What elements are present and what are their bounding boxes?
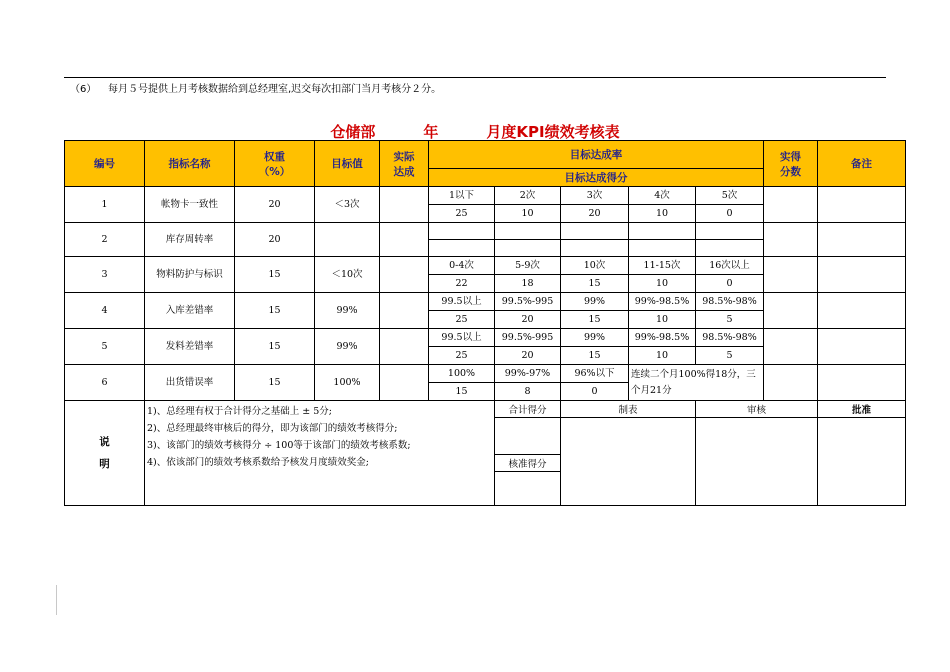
level-cell: 11-15次: [629, 257, 696, 275]
score-cell: 18: [495, 275, 561, 293]
total-score-value[interactable]: [495, 418, 561, 455]
score-cell: 8: [495, 383, 561, 401]
page-title: [0, 121, 950, 142]
level-cell: 16次以上: [696, 257, 764, 275]
score-cell: 15: [561, 347, 629, 365]
row-remark[interactable]: [818, 329, 906, 365]
row-target: 99%: [315, 293, 380, 329]
level-cell: 98.5%-98%: [696, 293, 764, 311]
score-cell: 10: [495, 205, 561, 223]
row-real-score[interactable]: [764, 365, 818, 401]
level-cell: 5次: [696, 187, 764, 205]
score-cell: 0: [696, 205, 764, 223]
row-real-score[interactable]: [764, 329, 818, 365]
score-cell: 0: [561, 383, 629, 401]
header-score: 目标达成得分: [429, 169, 764, 187]
score-cell: 22: [429, 275, 495, 293]
header-real-score: 实得分数: [764, 141, 818, 187]
row-remark[interactable]: [818, 257, 906, 293]
header-rate: 目标达成率: [429, 141, 764, 169]
level-cell: 4次: [629, 187, 696, 205]
row-target[interactable]: [315, 223, 380, 257]
score-cell: 20: [495, 347, 561, 365]
level-cell: 99%-97%: [495, 365, 561, 383]
made-label: 制表: [561, 401, 696, 418]
level-cell: 96%以下: [561, 365, 629, 383]
row-real-score[interactable]: [764, 293, 818, 329]
score-cell: 20: [495, 311, 561, 329]
score-cell: 25: [429, 311, 495, 329]
note-text: 每月５号提供上月考核数据给到总经理室,迟交每次扣部门当月考核分２分。: [108, 84, 442, 95]
row-actual[interactable]: [380, 293, 429, 329]
row-weight: 20: [235, 187, 315, 223]
final-score-label: 核准得分: [495, 455, 561, 472]
row-no: 3: [65, 257, 145, 293]
row-target: 99%: [315, 329, 380, 365]
review-value[interactable]: [696, 418, 818, 506]
row-name: 物料防护与标识: [145, 257, 235, 293]
header-remark: 备注: [818, 141, 906, 187]
row-no: 4: [65, 293, 145, 329]
score-cell: 10: [629, 311, 696, 329]
score-cell: 5: [696, 311, 764, 329]
score-cell[interactable]: [561, 240, 629, 257]
row-actual[interactable]: [380, 257, 429, 293]
explain-label: [65, 401, 145, 506]
row-actual[interactable]: [380, 365, 429, 401]
row-real-score[interactable]: [764, 223, 818, 257]
row-name: 入库差错率: [145, 293, 235, 329]
row-remark[interactable]: [818, 293, 906, 329]
top-rule: [64, 77, 886, 78]
row-no: 6: [65, 365, 145, 401]
score-cell: 0: [696, 275, 764, 293]
row-weight: 15: [235, 329, 315, 365]
explain-label-2: 明: [99, 458, 110, 470]
row-name: 出货错误率: [145, 365, 235, 401]
row-weight: 15: [235, 365, 315, 401]
header-name: 指标名称: [145, 141, 235, 187]
row-target: ＜10次: [315, 257, 380, 293]
merged-note: 连续二个月100%得18分，三个月21分: [629, 365, 764, 401]
score-cell: 20: [561, 205, 629, 223]
title-year: 年: [423, 123, 439, 141]
level-cell[interactable]: [495, 223, 561, 240]
explain-item: 1)、总经理有权于合计得分之基础上 ± 5分;: [147, 406, 332, 417]
row-remark[interactable]: [818, 187, 906, 223]
explain-item: 3)、该部门的绩效考核得分 ÷ 100等于该部门的绩效考核系数;: [147, 440, 411, 451]
score-cell: 25: [429, 347, 495, 365]
row-no: 5: [65, 329, 145, 365]
row-name: 帐物卡一致性: [145, 187, 235, 223]
score-cell: 15: [561, 275, 629, 293]
page-corner-mark: [56, 585, 57, 615]
title-dept: 仓储部: [330, 123, 376, 141]
level-cell[interactable]: [429, 223, 495, 240]
explain-label-1: 说: [99, 436, 110, 448]
header-weight: 权重（%）: [235, 141, 315, 187]
explain-list: [145, 401, 495, 506]
level-cell: 99.5%-995: [495, 293, 561, 311]
row-target: ＜3次: [315, 187, 380, 223]
score-cell: 25: [429, 205, 495, 223]
level-cell: 99.5以上: [429, 293, 495, 311]
header-target: 目标值: [315, 141, 380, 187]
level-cell: 5-9次: [495, 257, 561, 275]
row-remark[interactable]: [818, 365, 906, 401]
score-cell: 5: [696, 347, 764, 365]
row-weight: 15: [235, 293, 315, 329]
row-actual[interactable]: [380, 223, 429, 257]
score-cell: 10: [629, 205, 696, 223]
note-number: （6）: [70, 84, 97, 95]
level-cell: 99%: [561, 293, 629, 311]
approve-value[interactable]: [818, 418, 906, 506]
kpi-table: [64, 140, 906, 506]
level-cell[interactable]: [561, 223, 629, 240]
score-cell[interactable]: [495, 240, 561, 257]
row-target: 100%: [315, 365, 380, 401]
level-cell: 98.5%-98%: [696, 329, 764, 347]
score-cell: 15: [429, 383, 495, 401]
review-label: 审核: [696, 401, 818, 418]
level-cell: 2次: [495, 187, 561, 205]
level-cell: 99.5%-995: [495, 329, 561, 347]
title-rest: 月度KPI绩效考核表: [486, 123, 620, 141]
explain-item: 4)、依该部门的绩效考核系数给予核发月度绩效奖金;: [147, 457, 369, 468]
top-note: [70, 80, 441, 95]
row-real-score[interactable]: [764, 257, 818, 293]
score-cell: 15: [561, 311, 629, 329]
header-no: 编号: [65, 141, 145, 187]
final-score-value[interactable]: [495, 472, 561, 506]
row-weight: 15: [235, 257, 315, 293]
level-cell: 99%-98.5%: [629, 329, 696, 347]
level-cell: 1以下: [429, 187, 495, 205]
row-actual[interactable]: [380, 329, 429, 365]
score-cell[interactable]: [696, 240, 764, 257]
header-actual: 实际达成: [380, 141, 429, 187]
score-cell: 10: [629, 347, 696, 365]
explain-item: 2)、总经理最终审核后的得分，即为该部门的绩效考核得分;: [147, 423, 398, 434]
level-cell[interactable]: [629, 223, 696, 240]
made-value[interactable]: [561, 418, 696, 506]
level-cell: 99%: [561, 329, 629, 347]
level-cell: 0-4次: [429, 257, 495, 275]
score-cell: 10: [629, 275, 696, 293]
level-cell: 10次: [561, 257, 629, 275]
row-actual[interactable]: [380, 187, 429, 223]
level-cell: 100%: [429, 365, 495, 383]
row-no: 2: [65, 223, 145, 257]
row-no: 1: [65, 187, 145, 223]
row-name: 发料差错率: [145, 329, 235, 365]
score-cell[interactable]: [629, 240, 696, 257]
level-cell[interactable]: [696, 223, 764, 240]
score-cell[interactable]: [429, 240, 495, 257]
row-weight: 20: [235, 223, 315, 257]
total-score-label: 合计得分: [495, 401, 561, 418]
row-remark[interactable]: [818, 223, 906, 257]
level-cell: 99%-98.5%: [629, 293, 696, 311]
level-cell: 3次: [561, 187, 629, 205]
approve-label: 批准: [818, 401, 906, 418]
row-name: 库存周转率: [145, 223, 235, 257]
row-real-score[interactable]: [764, 187, 818, 223]
level-cell: 99.5以上: [429, 329, 495, 347]
